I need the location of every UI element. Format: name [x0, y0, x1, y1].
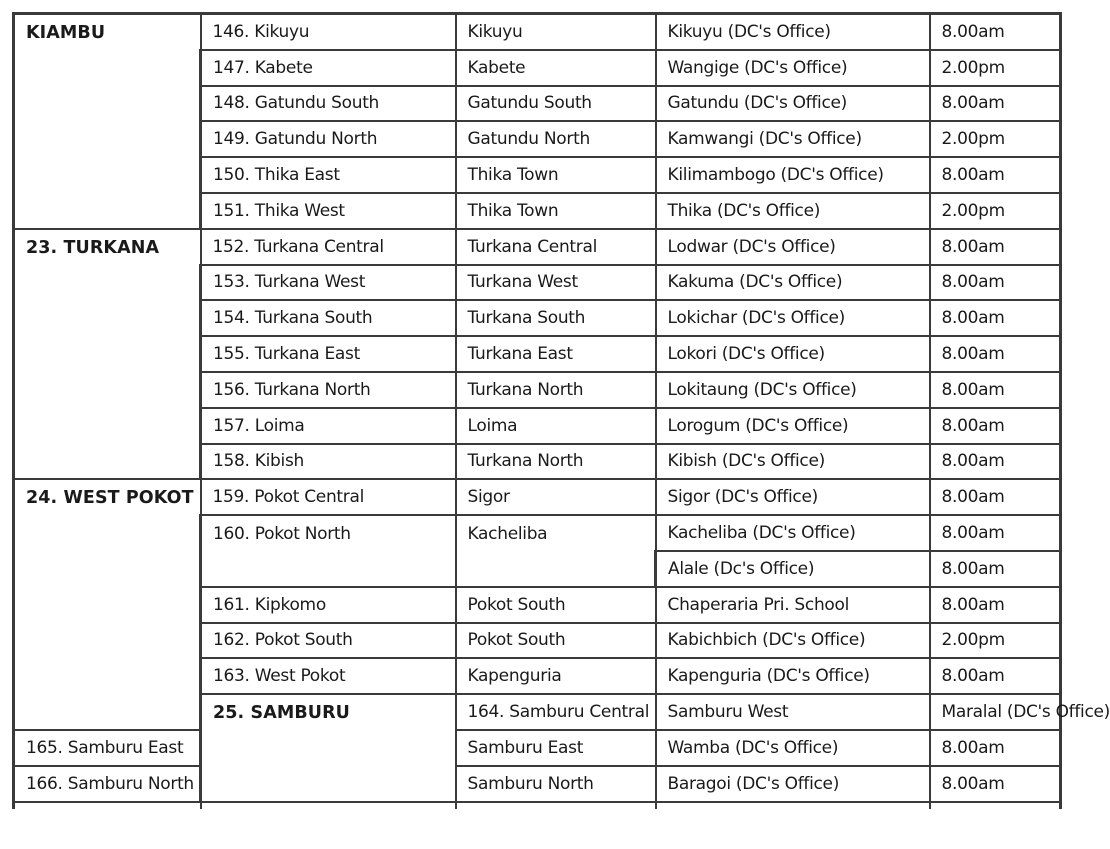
time-cell: 8.00am — [930, 658, 1061, 694]
constituency-cell: 162. Pokot South — [201, 623, 456, 659]
district-cell: Turkana West — [456, 265, 656, 301]
constituency-cell: 163. West Pokot — [201, 658, 456, 694]
venue-cell: Alale (Dc's Office) — [656, 551, 930, 587]
venue-cell: Lokitaung (DC's Office) — [656, 372, 930, 408]
district-cell: Pokot South — [456, 623, 656, 659]
district-cell: Turkana Central — [456, 229, 656, 265]
time-cell: 8.00am — [930, 408, 1061, 444]
time-cell: 2.00pm — [930, 623, 1061, 659]
venue-cell: Kikuyu (DC's Office) — [656, 14, 930, 50]
district-cell: Kapenguria — [456, 658, 656, 694]
venue-cell: Kamwangi (DC's Office) — [656, 121, 930, 157]
district-cell: Turkana South — [456, 300, 656, 336]
constituency-cell: 158. Kibish — [201, 444, 456, 480]
district-cell: Loima — [456, 408, 656, 444]
venue-cell: Kilimambogo (DC's Office) — [656, 157, 930, 193]
schedule-table — [12, 12, 1110, 809]
time-cell: 8.00am — [930, 551, 1061, 587]
district-cell: Turkana East — [456, 336, 656, 372]
table-row — [14, 229, 1061, 265]
venue-cell: Maralal (DC's Office) — [930, 694, 1061, 730]
constituency-cell: 149. Gatundu North — [201, 121, 456, 157]
time-cell: 8.00am — [930, 265, 1061, 301]
venue-cell: Sigor (DC's Office) — [656, 479, 930, 515]
district-cell: Thika Town — [456, 157, 656, 193]
constituency-cell: 165. Samburu East — [14, 730, 201, 766]
constituency-cell: 155. Turkana East — [201, 336, 456, 372]
empty-cell — [201, 802, 456, 809]
venue-cell: Wamba (DC's Office) — [656, 730, 930, 766]
time-cell: 8.00am — [930, 444, 1061, 480]
time-cell: 8.00am — [930, 86, 1061, 122]
county-name: 25. SAMBURU — [201, 694, 456, 801]
constituency-cell: 146. Kikuyu — [201, 14, 456, 50]
district-cell: Sigor — [456, 479, 656, 515]
venue-cell: Lorogum (DC's Office) — [656, 408, 930, 444]
constituency-cell: 160. Pokot North — [201, 515, 456, 587]
venue-cell: Kibish (DC's Office) — [656, 444, 930, 480]
time-cell: 8.00am — [930, 587, 1061, 623]
constituency-cell: 151. Thika West — [201, 193, 456, 229]
time-cell: 8.00am — [930, 14, 1061, 50]
table-row — [14, 479, 1061, 515]
schedule-page — [12, 12, 1110, 849]
constituency-cell: 150. Thika East — [201, 157, 456, 193]
constituency-cell: 159. Pokot Central — [201, 479, 456, 515]
venue-cell: Chaperaria Pri. School — [656, 587, 930, 623]
constituency-cell: 148. Gatundu South — [201, 86, 456, 122]
table-row — [14, 730, 1061, 766]
empty-cell — [456, 802, 656, 809]
time-cell: 2.00pm — [930, 121, 1061, 157]
table-row-continuation — [14, 802, 1061, 809]
time-cell: 8.00am — [930, 300, 1061, 336]
district-cell: Samburu West — [656, 694, 930, 730]
district-cell: Kacheliba — [456, 515, 656, 587]
venue-cell: Thika (DC's Office) — [656, 193, 930, 229]
time-cell: 8.00am — [930, 336, 1061, 372]
constituency-cell: 152. Turkana Central — [201, 229, 456, 265]
constituency-cell: 166. Samburu North — [14, 766, 201, 802]
venue-cell: Kabichbich (DC's Office) — [656, 623, 930, 659]
venue-cell: Lodwar (DC's Office) — [656, 229, 930, 265]
empty-cell — [930, 802, 1061, 809]
district-cell: Gatundu North — [456, 121, 656, 157]
time-cell: 8.00am — [930, 515, 1061, 551]
venue-cell: Lokori (DC's Office) — [656, 336, 930, 372]
venue-cell: Kakuma (DC's Office) — [656, 265, 930, 301]
district-cell: Kikuyu — [456, 14, 656, 50]
empty-cell — [656, 802, 930, 809]
district-cell: Kabete — [456, 50, 656, 86]
venue-cell: Kapenguria (DC's Office) — [656, 658, 930, 694]
time-cell: 8.00am — [930, 157, 1061, 193]
district-cell: Gatundu South — [456, 86, 656, 122]
venue-cell: Gatundu (DC's Office) — [656, 86, 930, 122]
district-cell: Thika Town — [456, 193, 656, 229]
time-cell: 8.00am — [930, 730, 1061, 766]
time-cell: 8.00am — [930, 372, 1061, 408]
venue-cell: Baragoi (DC's Office) — [656, 766, 930, 802]
district-cell: Samburu North — [456, 766, 656, 802]
county-name: 24. WEST POKOT — [14, 479, 201, 730]
empty-cell — [14, 802, 201, 809]
district-cell: Pokot South — [456, 587, 656, 623]
constituency-cell: 153. Turkana West — [201, 265, 456, 301]
table-row — [14, 766, 1061, 802]
constituency-cell: 157. Loima — [201, 408, 456, 444]
venue-cell: Kacheliba (DC's Office) — [656, 515, 930, 551]
time-cell: 2.00pm — [930, 50, 1061, 86]
time-cell: 8.00am — [930, 479, 1061, 515]
venue-cell: Wangige (DC's Office) — [656, 50, 930, 86]
time-cell: 2.00pm — [930, 193, 1061, 229]
constituency-cell: 164. Samburu Central — [456, 694, 656, 730]
table-row — [14, 14, 1061, 50]
constituency-cell: 147. Kabete — [201, 50, 456, 86]
time-cell: 8.00am — [930, 229, 1061, 265]
time-cell: 8.00am — [930, 766, 1061, 802]
constituency-cell: 154. Turkana South — [201, 300, 456, 336]
county-name: KIAMBU — [14, 14, 201, 229]
constituency-cell: 161. Kipkomo — [201, 587, 456, 623]
county-name: 23. TURKANA — [14, 229, 201, 480]
constituency-cell: 156. Turkana North — [201, 372, 456, 408]
district-cell: Samburu East — [456, 730, 656, 766]
district-cell: Turkana North — [456, 444, 656, 480]
venue-cell: Lokichar (DC's Office) — [656, 300, 930, 336]
district-cell: Turkana North — [456, 372, 656, 408]
